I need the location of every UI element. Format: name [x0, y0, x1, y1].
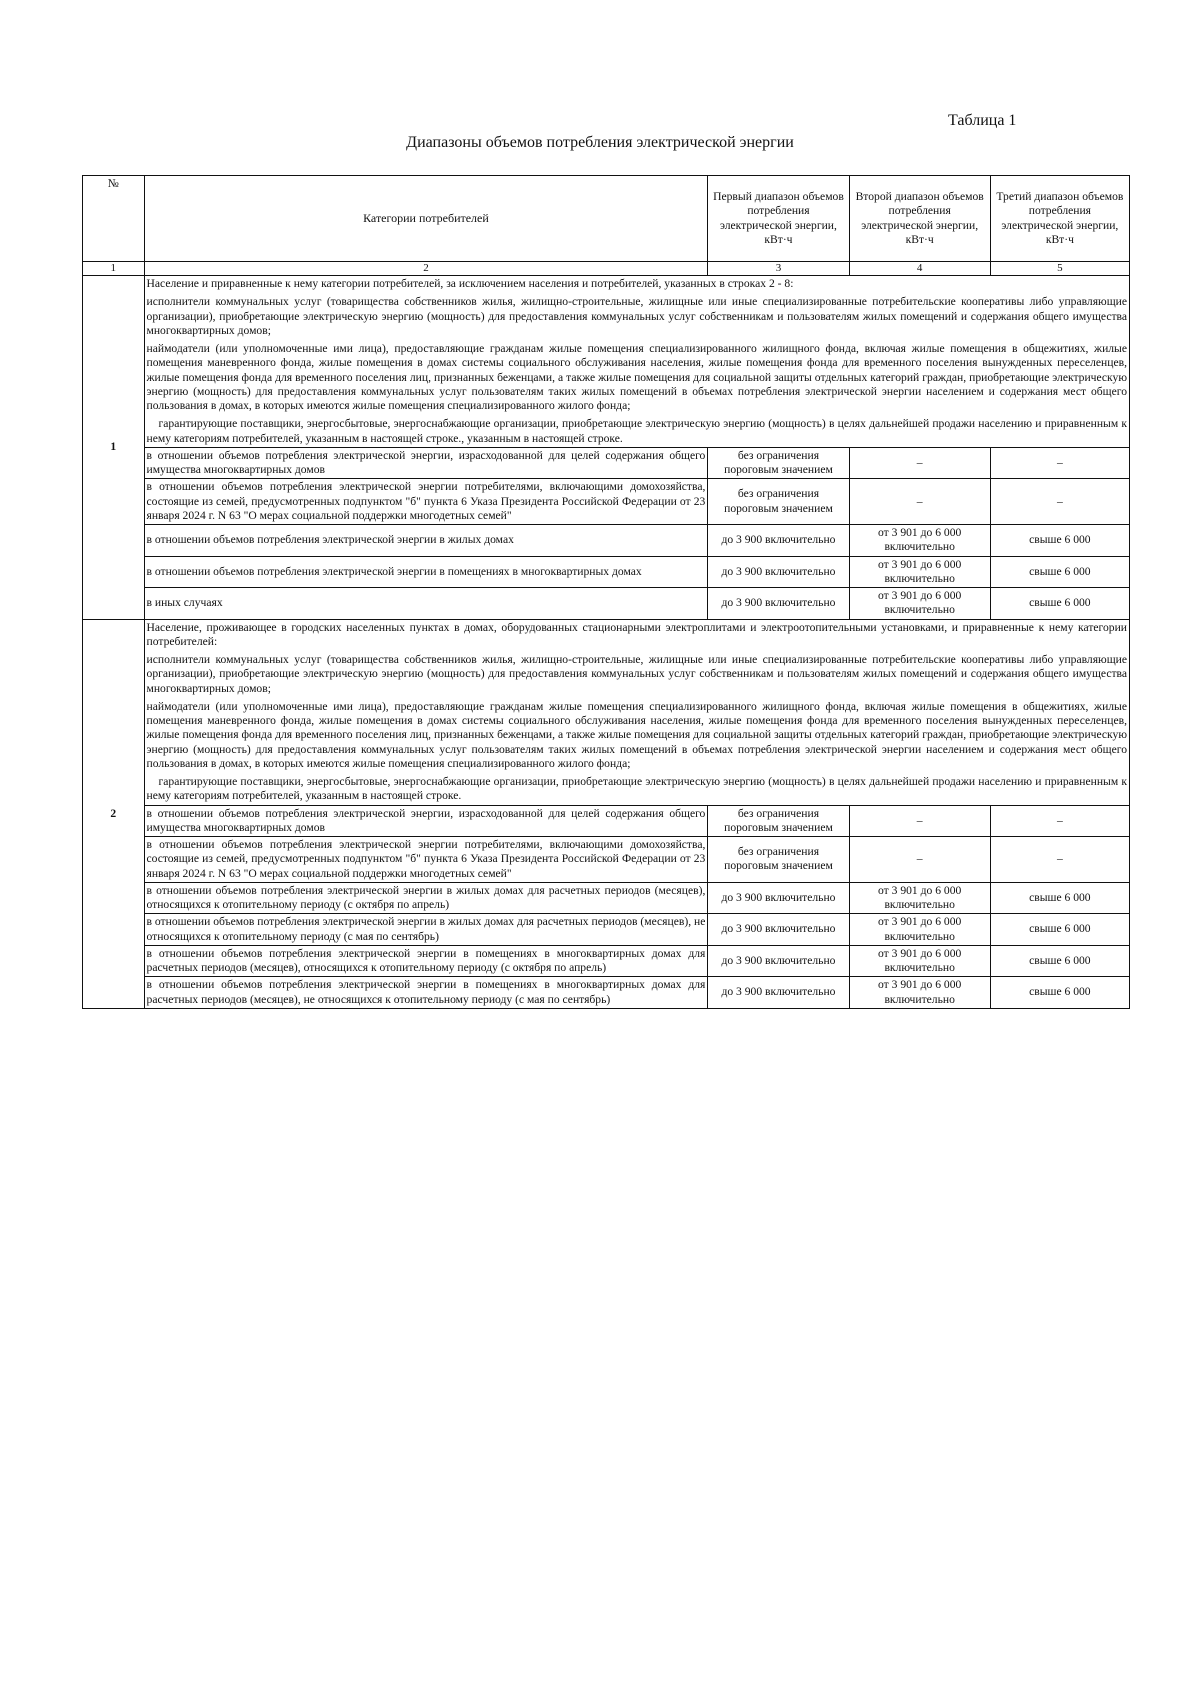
range-1-value: до 3 900 включительно — [708, 556, 849, 588]
category-row — [83, 588, 1130, 620]
section-paragraph: Население и приравненные к нему категории потребителей, за исключением населения и потребителей, указанных в строках 2 - 8: — [146, 277, 794, 290]
table-header-row — [83, 176, 1130, 262]
range-3-value: свыше 6 000 — [990, 914, 1129, 946]
range-1-value: без ограничения пороговым значением — [708, 837, 849, 883]
range-2-value: – — [849, 837, 990, 883]
column-index-row — [83, 262, 1130, 276]
section-description — [144, 619, 1129, 805]
range-3-value: свыше 6 000 — [990, 588, 1129, 620]
range-2-value: от 3 901 до 6 000 включительно — [849, 914, 990, 946]
column-index-cell: 1 — [83, 262, 145, 276]
range-1-value: до 3 900 включительно — [708, 525, 849, 557]
range-2-value: от 3 901 до 6 000 включительно — [849, 556, 990, 588]
section-description — [144, 276, 1129, 448]
header-cell-range-2: Второй диапазон объемов потребления электрической энергии, кВт·ч — [849, 176, 990, 262]
category-label: в отношении объемов потребления электрической энергии в жилых домах — [144, 525, 708, 557]
header-cell-range-1: Первый диапазон объемов потребления электрической энергии, кВт·ч — [708, 176, 849, 262]
category-row — [83, 882, 1130, 914]
category-row — [83, 805, 1130, 837]
range-1-value: без ограничения пороговым значением — [708, 447, 849, 479]
header-cell-range-3: Третий диапазон объемов потребления электрической энергии, кВт·ч — [990, 176, 1129, 262]
category-label: в иных случаях — [144, 588, 708, 620]
range-3-value: – — [990, 837, 1129, 883]
section-paragraph: наймодатели (или уполномоченные ими лица), предоставляющие гражданам жилые помещения специализированного жилищного фонда, включая жилые помещения в общежитиях, жилые помещения маневренного фонда, жилые помещения в домах системы социального обслуживания населения, жилые помещения фонда для временного поселения вынужденных переселенцев, жилые помещения фонда для временного поселения лиц, признанных беженцами, а также жилые помещения для социальной защиты отдельных категорий граждан, приобретающие электрическую энергию (мощность) для предоставления коммунальных услуг пользователям таких жилых помещений в объемах потребления электрической энергии населением и содержания мест общего пользования в домах, в которых имеются жилые помещения специализированного жилого фонда; — [146, 342, 1127, 412]
category-label: в отношении объемов потребления электрической энергии, израсходованной для целей содержания общего имущества многоквартирных домов — [144, 805, 708, 837]
range-3-value: свыше 6 000 — [990, 945, 1129, 977]
category-label: в отношении объемов потребления электрической энергии потребителями, включающими домохозяйства, состоящие из семей, предусмотренных подпунктом "б" пункта 6 Указа Президента Российской Федерации от 23 января 2024 г. N 63 "О мерах социальной поддержки многодетных семей" — [144, 837, 708, 883]
category-label: в отношении объемов потребления электрической энергии потребителями, включающими домохозяйства, состоящие из семей, предусмотренных подпунктом "б" пункта 6 Указа Президента Российской Федерации от 23 января 2024 г. N 63 "О мерах социальной поддержки многодетных семей" — [144, 479, 708, 525]
range-2-value: от 3 901 до 6 000 включительно — [849, 525, 990, 557]
category-label: в отношении объемов потребления электрической энергии в жилых домах для расчетных периодов (месяцев), не относящихся к отопительному периоду (с мая по сентябрь) — [144, 914, 708, 946]
header-cell-number: № — [83, 176, 145, 262]
section-paragraph: исполнители коммунальных услуг (товарищества собственников жилья, жилищно-строительные, жилищные или иные специализированные потребительские кооперативы либо управляющие организации), приобретающие электрическую энергию (мощность) для предоставления коммунальных услуг собственникам и пользователям жилых помещений и содержания общего имущества многоквартирных домов; — [146, 653, 1127, 695]
column-index-cell: 3 — [708, 262, 849, 276]
section-row — [83, 619, 1130, 805]
column-index-cell: 2 — [144, 262, 708, 276]
range-2-value: – — [849, 479, 990, 525]
category-row — [83, 914, 1130, 946]
table-label: Таблица 1 — [948, 112, 1017, 129]
category-row — [83, 447, 1130, 479]
range-3-value: – — [990, 805, 1129, 837]
range-2-value: – — [849, 805, 990, 837]
header-cell-category: Категории потребителей — [144, 176, 708, 262]
document-title: Диапазоны объемов потребления электрической энергии — [406, 134, 794, 151]
section-paragraph: Население, проживающее в городских населенных пунктах в домах, оборудованных стационарными электроплитами и электроотопительными установками, и приравненные к нему категории потребителей: — [146, 620, 1127, 648]
consumption-ranges-table — [82, 175, 1130, 1009]
range-2-value: – — [849, 447, 990, 479]
range-1-value: до 3 900 включительно — [708, 882, 849, 914]
category-row — [83, 556, 1130, 588]
range-3-value: – — [990, 447, 1129, 479]
section-paragraph: гарантирующие поставщики, энергосбытовые, энергоснабжающие организации, приобретающие электрическую энергию (мощность) в целях дальнейшей продажи населению и приравненным к нему категориям потребителей, указанным в настоящей строке., указанным в настоящей строке. — [146, 417, 1127, 445]
range-3-value: свыше 6 000 — [990, 525, 1129, 557]
column-index-cell: 4 — [849, 262, 990, 276]
range-1-value: до 3 900 включительно — [708, 977, 849, 1009]
range-2-value: от 3 901 до 6 000 включительно — [849, 945, 990, 977]
section-number: 1 — [83, 276, 145, 620]
range-2-value: от 3 901 до 6 000 включительно — [849, 977, 990, 1009]
section-paragraph: исполнители коммунальных услуг (товарищества собственников жилья, жилищно-строительные, жилищные или иные специализированные потребительские кооперативы либо управляющие организации), приобретающие электрическую энергию (мощность) для предоставления коммунальных услуг собственникам и пользователям жилых помещений и содержания общего имущества многоквартирных домов; — [146, 295, 1127, 337]
section-row — [83, 276, 1130, 448]
section-paragraph: наймодатели (или уполномоченные ими лица), предоставляющие гражданам жилые помещения специализированного жилищного фонда, включая жилые помещения в общежитиях, жилые помещения маневренного фонда, жилые помещения в домах системы социального обслуживания населения, жилые помещения фонда для временного поселения вынужденных переселенцев, жилые помещения фонда для временного поселения лиц, признанных беженцами, а также жилые помещения для социальной защиты отдельных категорий граждан, приобретающие электрическую энергию (мощность) для предоставления коммунальных услуг пользователям таких жилых помещений в объемах потребления электрической энергии населением и содержания мест общего пользования в домах, в которых имеются жилые помещения специализированного жилого фонда; — [146, 699, 1127, 770]
category-label: в отношении объемов потребления электрической энергии в жилых домах для расчетных периодов (месяцев), относящихся к отопительному периоду (с октября по апрель) — [144, 882, 708, 914]
category-row — [83, 945, 1130, 977]
category-label: в отношении объемов потребления электрической энергии в помещениях в многоквартирных домах для расчетных периодов (месяцев), относящихся к отопительному периоду (с октября по апрель) — [144, 945, 708, 977]
range-3-value: свыше 6 000 — [990, 556, 1129, 588]
range-1-value: без ограничения пороговым значением — [708, 479, 849, 525]
category-label: в отношении объемов потребления электрической энергии в помещениях в многоквартирных домах — [144, 556, 708, 588]
category-label: в отношении объемов потребления электрической энергии в помещениях в многоквартирных домах для расчетных периодов (месяцев), не относящихся к отопительному периоду (с мая по сентябрь) — [144, 977, 708, 1009]
range-1-value: до 3 900 включительно — [708, 914, 849, 946]
category-row — [83, 525, 1130, 557]
section-paragraph: гарантирующие поставщики, энергосбытовые, энергоснабжающие организации, приобретающие электрическую энергию (мощность) в целях дальнейшей продажи населению и приравненным к нему категориям потребителей, указанным в настоящей строке. — [146, 775, 1127, 803]
range-1-value: до 3 900 включительно — [708, 945, 849, 977]
range-2-value: от 3 901 до 6 000 включительно — [849, 588, 990, 620]
range-1-value: до 3 900 включительно — [708, 588, 849, 620]
range-3-value: свыше 6 000 — [990, 977, 1129, 1009]
category-label: в отношении объемов потребления электрической энергии, израсходованной для целей содержания общего имущества многоквартирных домов — [144, 447, 708, 479]
column-index-cell: 5 — [990, 262, 1129, 276]
category-row — [83, 837, 1130, 883]
range-3-value: – — [990, 479, 1129, 525]
range-3-value: свыше 6 000 — [990, 882, 1129, 914]
range-2-value: от 3 901 до 6 000 включительно — [849, 882, 990, 914]
section-number: 2 — [83, 619, 145, 1008]
range-1-value: без ограничения пороговым значением — [708, 805, 849, 837]
category-row — [83, 977, 1130, 1009]
category-row — [83, 479, 1130, 525]
